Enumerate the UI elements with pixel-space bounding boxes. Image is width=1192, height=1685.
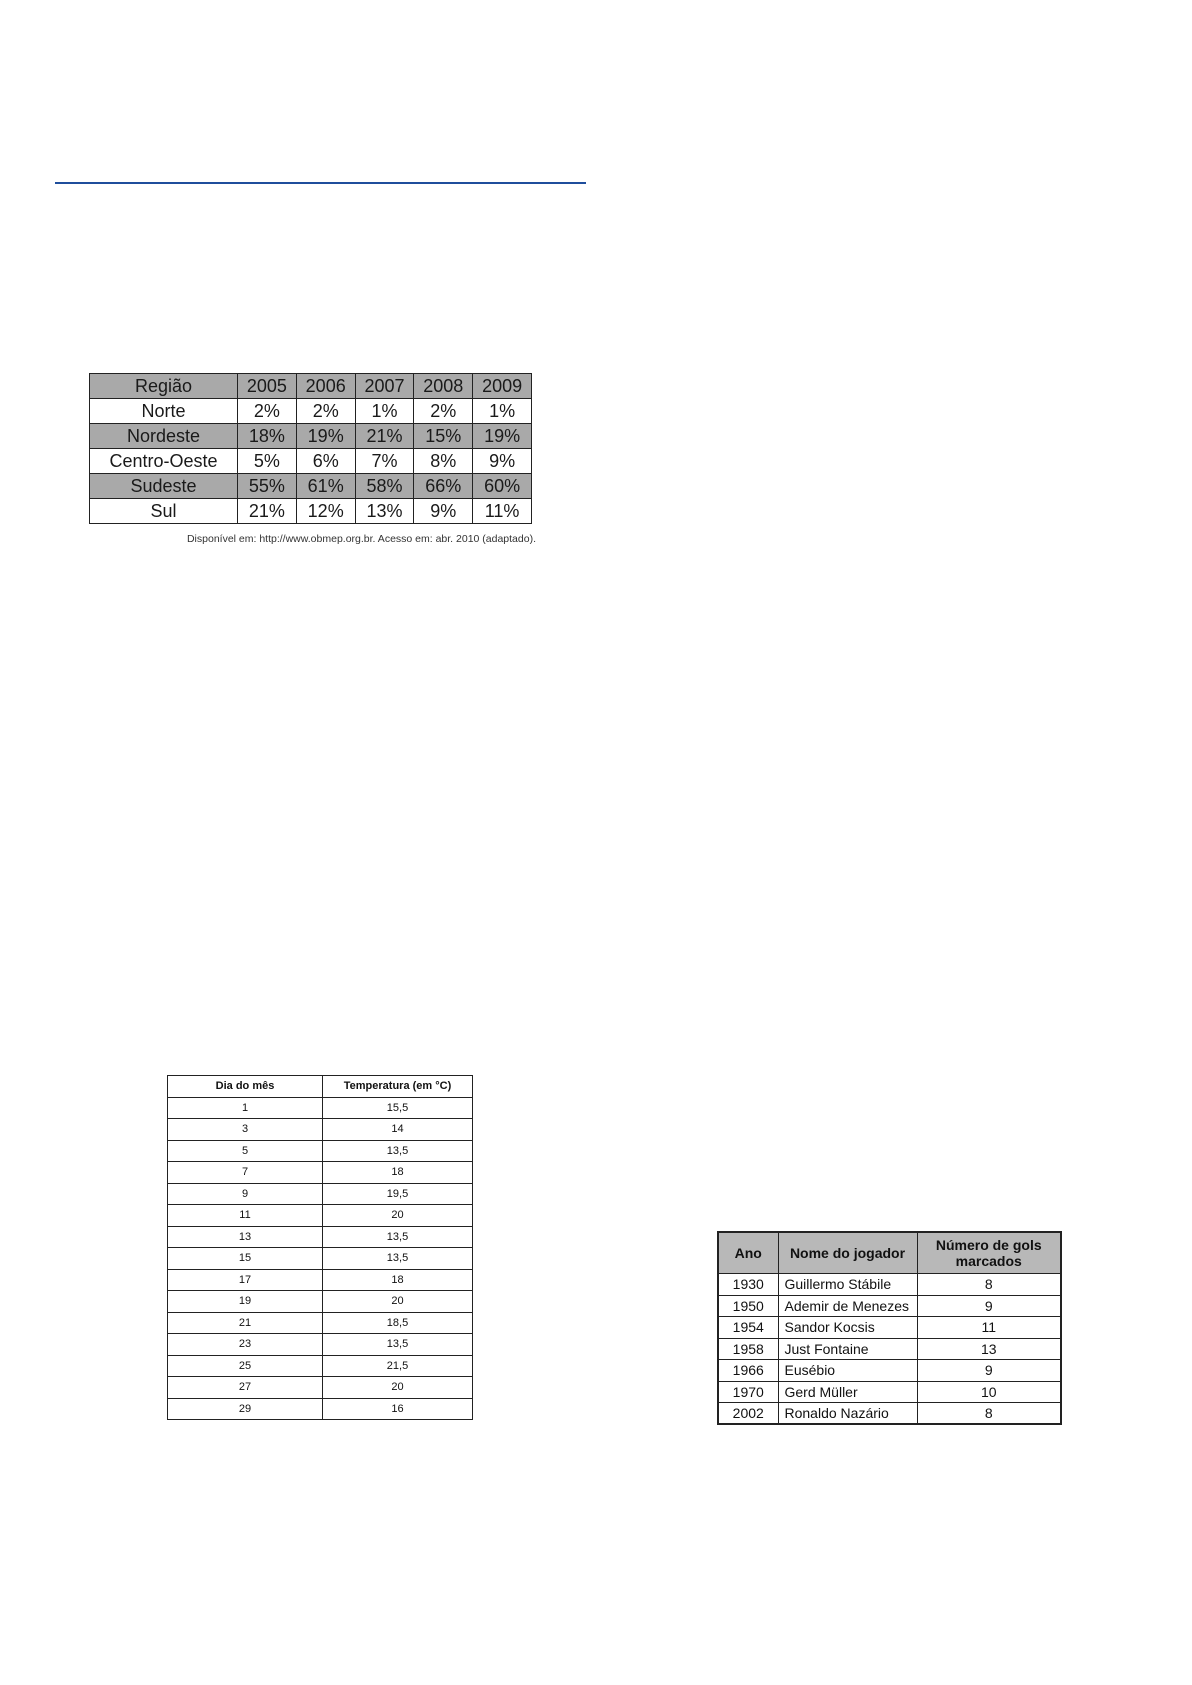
table-cell: 19 [168,1291,323,1313]
table-cell: 9 [917,1360,1061,1382]
table-cell: 11% [473,499,532,524]
table-cell: 27 [168,1377,323,1399]
table-cell: 7% [355,449,414,474]
table-cell: 18% [238,424,297,449]
table-cell: 8 [917,1274,1061,1296]
goals-table-body [718,1274,1061,1425]
table-row [168,1291,473,1313]
table-cell: 29 [168,1398,323,1420]
table-cell: 19,5 [323,1183,473,1205]
table-row [90,474,532,499]
table-cell: 3 [168,1119,323,1141]
table-cell: 66% [414,474,473,499]
table-row [90,449,532,474]
table-cell: 1 [168,1097,323,1119]
temperature-table-body [168,1097,473,1420]
table-cell: 14 [323,1119,473,1141]
table-row [168,1140,473,1162]
table-cell: 13,5 [323,1226,473,1248]
goals-header-player: Nome do jogador [778,1232,917,1274]
table-cell: 2% [296,399,355,424]
table-cell: Centro-Oeste [90,449,238,474]
table-row [168,1377,473,1399]
table-cell: 25 [168,1355,323,1377]
table-cell: Norte [90,399,238,424]
temperature-table [167,1075,473,1420]
table-cell: Eusébio [778,1360,917,1382]
goals-table [717,1231,1062,1425]
table-row [168,1162,473,1184]
table-cell: 12% [296,499,355,524]
table-row [718,1360,1061,1382]
table-row [168,1205,473,1227]
table-row [718,1317,1061,1339]
header-divider [55,182,586,184]
table-cell: Sudeste [90,474,238,499]
temperature-header-day: Dia do mês [168,1076,323,1098]
table-cell: 58% [355,474,414,499]
table-cell: 9% [414,499,473,524]
table-cell: 18 [323,1162,473,1184]
table-cell: 8 [917,1403,1061,1425]
table-cell: Ronaldo Nazário [778,1403,917,1425]
temperature-header-temp: Temperatura (em °C) [323,1076,473,1098]
table-cell: 13 [917,1338,1061,1360]
table-cell: 9 [917,1295,1061,1317]
table-row [168,1334,473,1356]
table-row [718,1381,1061,1403]
table-cell: Just Fontaine [778,1338,917,1360]
table-row [718,1338,1061,1360]
table-cell: 1954 [718,1317,778,1339]
table-row [168,1183,473,1205]
goals-header-year: Ano [718,1232,778,1274]
table-row [168,1398,473,1420]
table-header-cell: 2006 [296,374,355,399]
table-cell: 10 [917,1381,1061,1403]
table-cell: 1966 [718,1360,778,1382]
table-cell: 2002 [718,1403,778,1425]
table-row [168,1226,473,1248]
table-cell: 19% [473,424,532,449]
table-cell: 16 [323,1398,473,1420]
table-cell: 20 [323,1377,473,1399]
table-cell: 15 [168,1248,323,1270]
table-cell: 20 [323,1205,473,1227]
table-row [168,1097,473,1119]
regions-source-note: Disponível em: http://www.obmep.org.br. Acesso em: abr. 2010 (adaptado). [186,533,536,545]
table-row [90,499,532,524]
table-cell: Gerd Müller [778,1381,917,1403]
table-cell: 19% [296,424,355,449]
table-cell: 2% [414,399,473,424]
table-cell: 61% [296,474,355,499]
table-cell: 13 [168,1226,323,1248]
table-cell: 1930 [718,1274,778,1296]
table-row [90,374,532,399]
table-row [168,1119,473,1141]
table-cell: 1970 [718,1381,778,1403]
table-row [90,424,532,449]
table-row [718,1403,1061,1425]
table-cell: 21 [168,1312,323,1334]
table-header-cell: 2005 [238,374,297,399]
table-cell: 55% [238,474,297,499]
table-cell: 13% [355,499,414,524]
table-row [718,1295,1061,1317]
table-cell: 11 [917,1317,1061,1339]
table-cell: Sandor Kocsis [778,1317,917,1339]
table-cell: 9 [168,1183,323,1205]
table-cell: 15% [414,424,473,449]
table-cell: 6% [296,449,355,474]
table-row [168,1355,473,1377]
table-header-cell: 2007 [355,374,414,399]
table-cell: 13,5 [323,1334,473,1356]
table-row [168,1248,473,1270]
table-cell: 60% [473,474,532,499]
goals-header-goals: Número de gols marcados [917,1232,1061,1274]
table-row [168,1269,473,1291]
table-row [90,399,532,424]
table-cell: 9% [473,449,532,474]
table-cell: 5% [238,449,297,474]
table-cell: 21% [238,499,297,524]
table-cell: 23 [168,1334,323,1356]
table-cell: 11 [168,1205,323,1227]
table-cell: 20 [323,1291,473,1313]
table-cell: 21,5 [323,1355,473,1377]
table-cell: Nordeste [90,424,238,449]
regions-table-body [90,374,532,524]
table-cell: 13,5 [323,1248,473,1270]
table-header-cell: Região [90,374,238,399]
table-cell: 15,5 [323,1097,473,1119]
table-cell: 1958 [718,1338,778,1360]
table-cell: 1% [355,399,414,424]
regions-table [89,373,532,524]
table-cell: Sul [90,499,238,524]
table-row [168,1312,473,1334]
table-cell: 1% [473,399,532,424]
table-cell: 17 [168,1269,323,1291]
table-cell: 7 [168,1162,323,1184]
table-cell: 18 [323,1269,473,1291]
table-cell: 13,5 [323,1140,473,1162]
table-cell: Guillermo Stábile [778,1274,917,1296]
table-cell: 18,5 [323,1312,473,1334]
table-cell: 1950 [718,1295,778,1317]
table-cell: 2% [238,399,297,424]
table-header-cell: 2008 [414,374,473,399]
table-header-cell: 2009 [473,374,532,399]
table-cell: 5 [168,1140,323,1162]
table-cell: Ademir de Menezes [778,1295,917,1317]
table-row [718,1274,1061,1296]
table-cell: 21% [355,424,414,449]
table-cell: 8% [414,449,473,474]
